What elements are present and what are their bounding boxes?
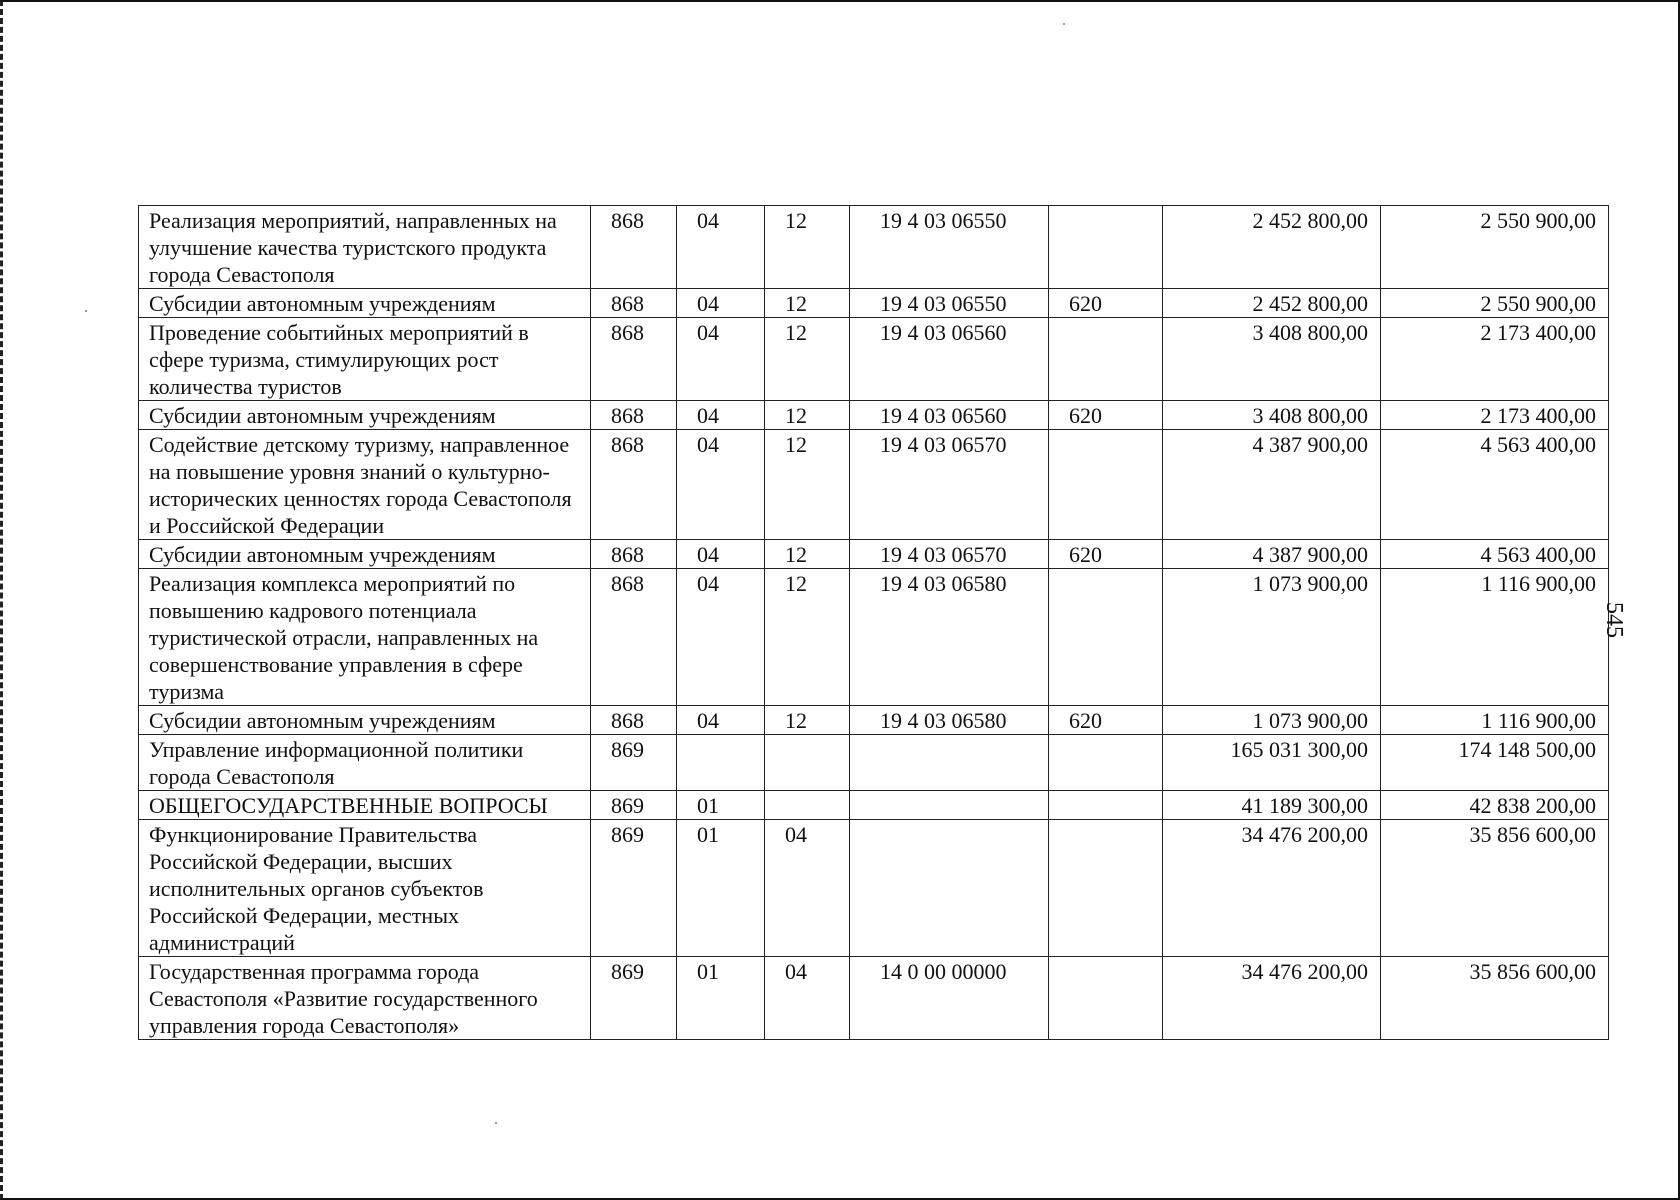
- cell-expense-type: 620: [1049, 401, 1163, 430]
- cell-expense-type: 620: [1049, 540, 1163, 569]
- cell-expense-type: [1049, 569, 1163, 706]
- cell-target-article: 19 4 03 06580: [850, 569, 1049, 706]
- cell-subsection: 12: [765, 569, 850, 706]
- cell-name: Проведение событийных мероприятий в сфере туризма, стимулирующих рост количества туристов: [139, 318, 591, 401]
- cell-section: 01: [677, 820, 765, 957]
- table-row: [139, 791, 1609, 820]
- cell-amount-year2: 2 550 900,00: [1381, 289, 1609, 318]
- cell-amount-year2: 4 563 400,00: [1381, 540, 1609, 569]
- cell-name: Функционирование Правительства Российской Федерации, высших исполнительных органов субъектов Российской Федерации, местных администраций: [139, 820, 591, 957]
- table-body: [139, 206, 1609, 1040]
- scan-speck: [1063, 23, 1065, 25]
- cell-name: Субсидии автономным учреждениям: [139, 401, 591, 430]
- cell-expense-type: [1049, 957, 1163, 1040]
- cell-name: Субсидии автономным учреждениям: [139, 289, 591, 318]
- cell-amount-year1: 41 189 300,00: [1163, 791, 1381, 820]
- cell-target-article: [850, 791, 1049, 820]
- cell-expense-type: [1049, 206, 1163, 289]
- cell-section: 01: [677, 957, 765, 1040]
- table-row: [139, 569, 1609, 706]
- cell-grbs: 868: [591, 206, 677, 289]
- cell-amount-year1: 34 476 200,00: [1163, 820, 1381, 957]
- cell-target-article: 19 4 03 06570: [850, 540, 1049, 569]
- cell-name: Государственная программа города Севастополя «Развитие государственного управления города Севастополя»: [139, 957, 591, 1040]
- cell-subsection: 12: [765, 706, 850, 735]
- cell-name: Субсидии автономным учреждениям: [139, 706, 591, 735]
- cell-grbs: 869: [591, 791, 677, 820]
- cell-subsection: [765, 735, 850, 791]
- cell-name: Реализация комплекса мероприятий по повышению кадрового потенциала туристической отрасли, направленных на совершенствование управления в сфере туризма: [139, 569, 591, 706]
- cell-section: 04: [677, 206, 765, 289]
- cell-expense-type: [1049, 820, 1163, 957]
- cell-amount-year1: 1 073 900,00: [1163, 569, 1381, 706]
- cell-target-article: 19 4 03 06580: [850, 706, 1049, 735]
- cell-amount-year2: 42 838 200,00: [1381, 791, 1609, 820]
- cell-subsection: 12: [765, 401, 850, 430]
- cell-section: 01: [677, 791, 765, 820]
- table-row: [139, 820, 1609, 957]
- cell-amount-year2: 2 550 900,00: [1381, 206, 1609, 289]
- cell-target-article: 19 4 03 06560: [850, 318, 1049, 401]
- cell-grbs: 868: [591, 289, 677, 318]
- cell-section: 04: [677, 569, 765, 706]
- cell-target-article: 14 0 00 00000: [850, 957, 1049, 1040]
- cell-grbs: 868: [591, 430, 677, 540]
- cell-grbs: 868: [591, 706, 677, 735]
- cell-amount-year2: 35 856 600,00: [1381, 820, 1609, 957]
- table-row: [139, 289, 1609, 318]
- cell-section: 04: [677, 289, 765, 318]
- cell-expense-type: 620: [1049, 289, 1163, 318]
- cell-name: ОБЩЕГОСУДАРСТВЕННЫЕ ВОПРОСЫ: [139, 791, 591, 820]
- cell-subsection: [765, 791, 850, 820]
- cell-section: [677, 735, 765, 791]
- cell-amount-year2: 4 563 400,00: [1381, 430, 1609, 540]
- cell-amount-year1: 34 476 200,00: [1163, 957, 1381, 1040]
- budget-table: [138, 205, 1609, 1040]
- cell-expense-type: [1049, 791, 1163, 820]
- cell-section: 04: [677, 430, 765, 540]
- cell-target-article: 19 4 03 06550: [850, 206, 1049, 289]
- cell-section: 04: [677, 318, 765, 401]
- table-row: [139, 540, 1609, 569]
- cell-grbs: 868: [591, 569, 677, 706]
- table-row: [139, 735, 1609, 791]
- cell-expense-type: [1049, 430, 1163, 540]
- cell-subsection: 12: [765, 540, 850, 569]
- cell-amount-year1: 4 387 900,00: [1163, 540, 1381, 569]
- cell-section: 04: [677, 706, 765, 735]
- cell-target-article: 19 4 03 06560: [850, 401, 1049, 430]
- cell-grbs: 869: [591, 820, 677, 957]
- cell-section: 04: [677, 401, 765, 430]
- scan-speck: [85, 310, 87, 312]
- cell-target-article: 19 4 03 06550: [850, 289, 1049, 318]
- cell-section: 04: [677, 540, 765, 569]
- cell-expense-type: [1049, 318, 1163, 401]
- scan-speck: [495, 1122, 497, 1124]
- table-row: [139, 957, 1609, 1040]
- cell-grbs: 868: [591, 401, 677, 430]
- table-row: [139, 430, 1609, 540]
- cell-amount-year2: 174 148 500,00: [1381, 735, 1609, 791]
- cell-target-article: [850, 735, 1049, 791]
- cell-subsection: 04: [765, 957, 850, 1040]
- cell-amount-year2: 2 173 400,00: [1381, 401, 1609, 430]
- cell-subsection: 12: [765, 318, 850, 401]
- cell-name: Реализация мероприятий, направленных на улучшение качества туристского продукта города Севастополя: [139, 206, 591, 289]
- cell-subsection: 12: [765, 430, 850, 540]
- cell-grbs: 868: [591, 540, 677, 569]
- cell-amount-year1: 3 408 800,00: [1163, 401, 1381, 430]
- table-row: [139, 706, 1609, 735]
- cell-amount-year1: 2 452 800,00: [1163, 289, 1381, 318]
- cell-target-article: 19 4 03 06570: [850, 430, 1049, 540]
- cell-name: Содействие детскому туризму, направленное на повышение уровня знаний о культурно-исторических ценностях города Севастополя и Российской Федерации: [139, 430, 591, 540]
- table-row: [139, 401, 1609, 430]
- cell-expense-type: 620: [1049, 706, 1163, 735]
- cell-expense-type: [1049, 735, 1163, 791]
- cell-amount-year2: 2 173 400,00: [1381, 318, 1609, 401]
- cell-grbs: 869: [591, 735, 677, 791]
- cell-name: Субсидии автономным учреждениям: [139, 540, 591, 569]
- cell-subsection: 12: [765, 206, 850, 289]
- cell-subsection: 04: [765, 820, 850, 957]
- table-row: [139, 206, 1609, 289]
- cell-amount-year1: 165 031 300,00: [1163, 735, 1381, 791]
- cell-amount-year2: 1 116 900,00: [1381, 706, 1609, 735]
- table-row: [139, 318, 1609, 401]
- cell-grbs: 868: [591, 318, 677, 401]
- cell-target-article: [850, 820, 1049, 957]
- cell-amount-year2: 1 116 900,00: [1381, 569, 1609, 706]
- cell-grbs: 869: [591, 957, 677, 1040]
- cell-amount-year1: 1 073 900,00: [1163, 706, 1381, 735]
- cell-amount-year1: 2 452 800,00: [1163, 206, 1381, 289]
- cell-name: Управление информационной политики города Севастополя: [139, 735, 591, 791]
- cell-subsection: 12: [765, 289, 850, 318]
- page-number: 545: [1601, 602, 1627, 638]
- cell-amount-year1: 4 387 900,00: [1163, 430, 1381, 540]
- cell-amount-year2: 35 856 600,00: [1381, 957, 1609, 1040]
- cell-amount-year1: 3 408 800,00: [1163, 318, 1381, 401]
